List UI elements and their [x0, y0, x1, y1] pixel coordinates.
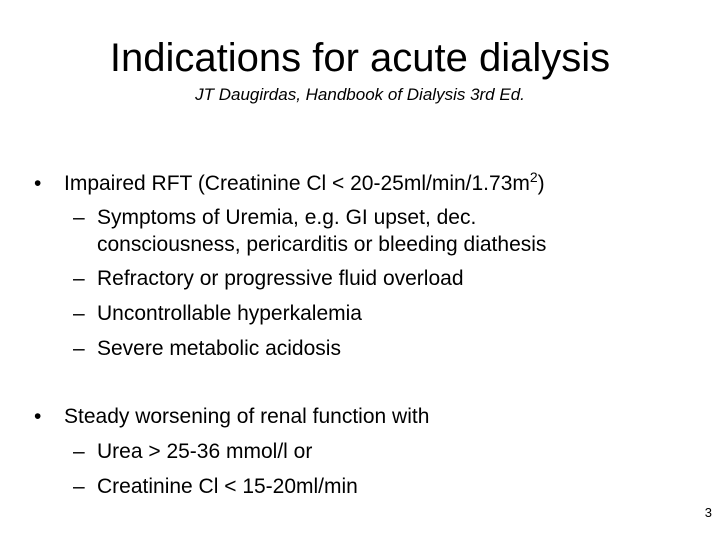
- dash-marker: –: [73, 267, 85, 290]
- bullet-marker: •: [34, 405, 42, 428]
- sub-bullet-text: Symptoms of Uremia, e.g. GI upset, dec.: [97, 206, 477, 229]
- dash-marker: –: [73, 206, 85, 229]
- sub-bullet-text: Refractory or progressive fluid overload: [97, 267, 464, 290]
- bullet-text-main: Impaired RFT (Creatinine Cl < 20-25ml/min/1.73m: [64, 172, 530, 195]
- superscript: 2: [529, 169, 538, 185]
- bullet-text: Steady worsening of renal function with: [64, 405, 430, 428]
- bullet-text-close: ): [537, 172, 545, 195]
- slide-subtitle: JT Daugirdas, Handbook of Dialysis 3rd Ed.: [195, 85, 525, 104]
- dash-marker: –: [73, 475, 85, 498]
- sub-bullet-text: consciousness, pericarditis or bleeding diathesis: [97, 233, 547, 256]
- slide-title: Indications for acute dialysis: [109, 36, 611, 80]
- dash-marker: –: [73, 337, 85, 360]
- bullet-marker: •: [34, 172, 42, 195]
- sub-bullet-text: Creatinine Cl < 15-20ml/min: [97, 475, 358, 498]
- page-number: 3: [704, 505, 712, 520]
- bullet-text: [64, 171, 545, 197]
- sub-bullet-text: Urea > 25-36 mmol/l or: [97, 440, 313, 463]
- dash-marker: –: [73, 302, 85, 325]
- sub-bullet-text: Severe metabolic acidosis: [97, 337, 341, 360]
- dash-marker: –: [73, 440, 85, 463]
- sub-bullet-text: Uncontrollable hyperkalemia: [97, 302, 362, 325]
